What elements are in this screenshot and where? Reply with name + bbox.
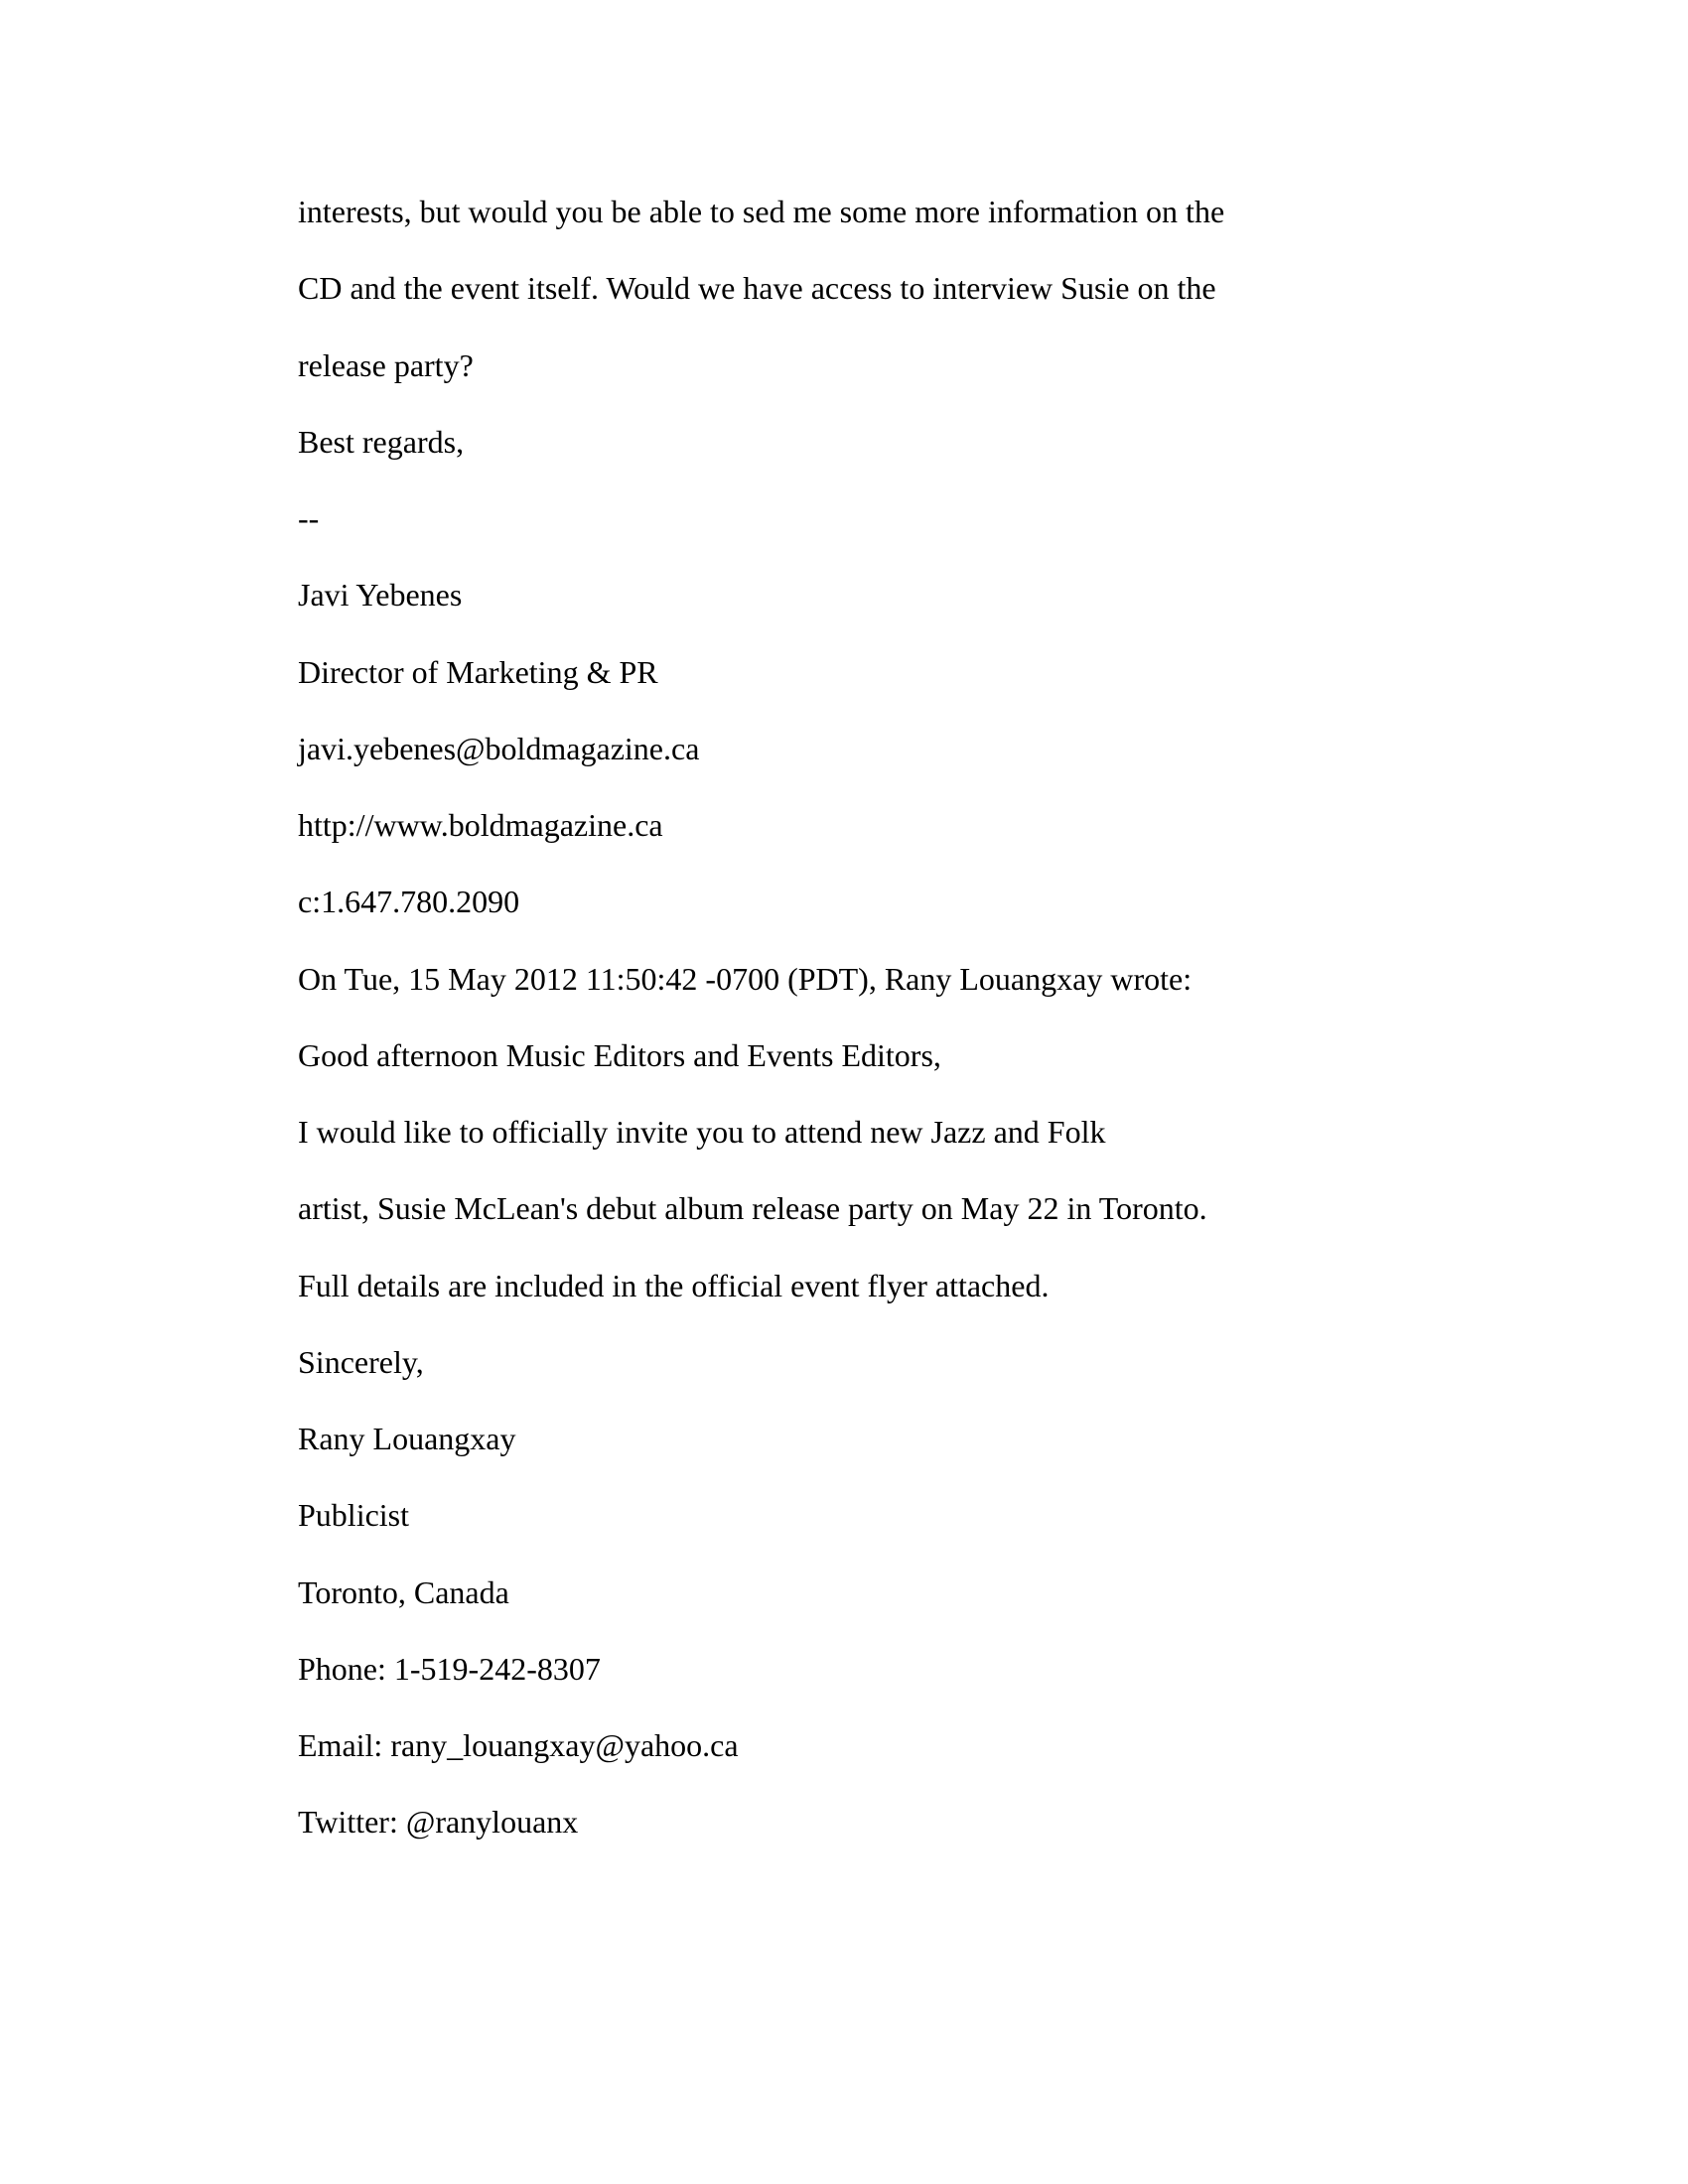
reply-closing: Best regards,: [298, 423, 465, 460]
reply-signature-phone: c:1.647.780.2090: [298, 884, 520, 920]
quoted-signature-name: Rany Louangxay: [298, 1421, 516, 1456]
quoted-signature-twitter: Twitter: @ranylouanx: [298, 1804, 579, 1841]
quoted-signature-location: Toronto, Canada: [298, 1573, 509, 1610]
quoted-signature-email: Email: rany_louangxay@yahoo.ca: [298, 1727, 739, 1763]
quoted-body-line: artist, Susie McLean's debut album release party on May 22 in Toronto.: [298, 1190, 1207, 1227]
reply-body-line: CD and the event itself. Would we have access to interview Susie on the: [298, 270, 1216, 307]
reply-body-line: interests, but would you be able to sed me some more information on the: [298, 194, 1225, 229]
quoted-signature-title: Publicist: [298, 1497, 410, 1534]
reply-signature-name: Javi Yebenes: [298, 577, 463, 614]
quoted-attribution: On Tue, 15 May 2012 11:50:42 -0700 (PDT), Rany Louangxay wrote:: [298, 960, 1193, 997]
quoted-greeting: Good afternoon Music Editors and Events Editors,: [298, 1036, 941, 1073]
email-thread-text: [298, 192, 1440, 1879]
reply-signature-website: http://www.boldmagazine.ca: [298, 807, 663, 843]
quoted-body-line: Full details are included in the official event flyer attached.: [298, 1267, 1050, 1303]
quoted-body-line: I would like to officially invite you to attend new Jazz and Folk: [298, 1114, 1106, 1150]
quoted-signature-phone: Phone: 1-519-242-8307: [298, 1650, 601, 1687]
signature-separator: --: [298, 500, 320, 536]
reply-signature-email: javi.yebenes@boldmagazine.ca: [298, 730, 700, 766]
reply-body-line: release party?: [298, 346, 474, 383]
reply-signature-title: Director of Marketing & PR: [298, 653, 658, 690]
quoted-closing: Sincerely,: [298, 1343, 424, 1380]
